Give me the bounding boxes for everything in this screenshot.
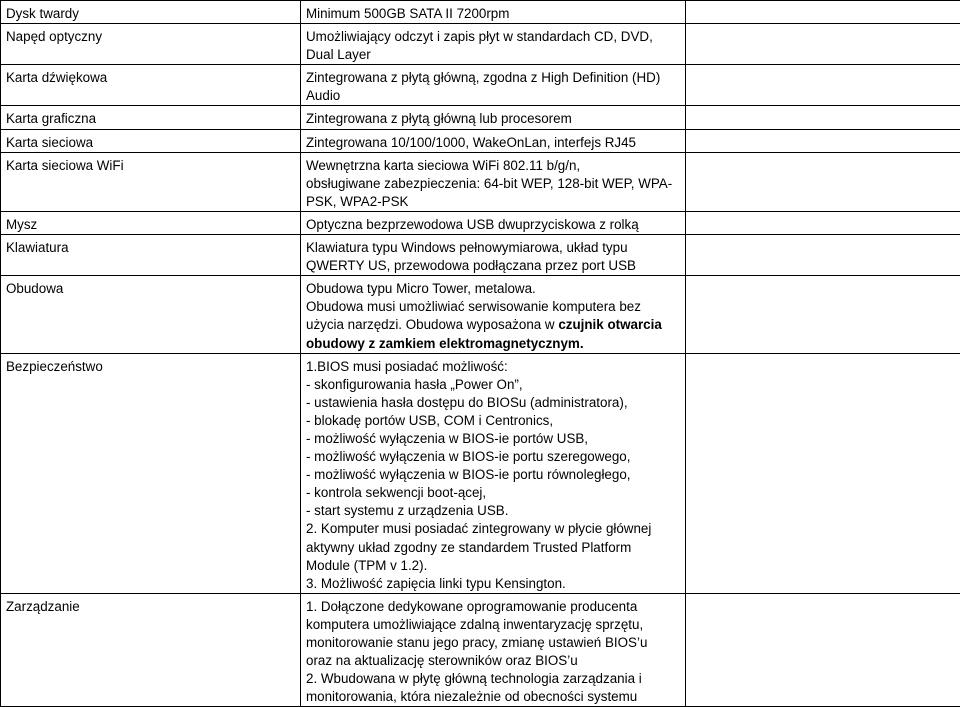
spec-line-text: - start systemu z urządzenia USB.	[306, 503, 508, 518]
spec-line-text: Zintegrowana z płytą główną, zgodna z High Definition (HD)	[306, 70, 660, 85]
specification-cell	[301, 65, 686, 106]
table-row	[1, 24, 960, 65]
spec-line-text: komputera umożliwiające zdalną inwentaryzację sprzętu,	[306, 617, 643, 632]
table-row	[1, 1, 960, 24]
offered-parameters-cell	[686, 235, 960, 276]
spec-line-text: 1.BIOS musi posiadać możliwość:	[306, 359, 508, 374]
spec-line	[306, 87, 682, 105]
specification-cell	[301, 1, 686, 24]
offered-parameters-cell	[686, 65, 960, 106]
table-row	[1, 65, 960, 106]
specification-cell	[301, 24, 686, 65]
spec-line-text: - ustawienia hasła dostępu do BIOSu (administratora),	[306, 395, 628, 410]
component-name-cell: Karta sieciowa	[1, 129, 301, 152]
specification-cell	[301, 593, 686, 707]
spec-line	[306, 652, 682, 670]
specification-cell	[301, 152, 686, 211]
component-name-cell: Mysz	[1, 211, 301, 234]
spec-line	[306, 539, 682, 557]
table-row	[1, 106, 960, 129]
specification-cell	[301, 235, 686, 276]
spec-line-text: aktywny układ zgodny ze standardem Trusted Platform	[306, 540, 631, 555]
specification-cell	[301, 106, 686, 129]
spec-line	[306, 484, 682, 502]
spec-line	[306, 502, 682, 520]
spec-line	[306, 634, 682, 652]
table-row	[1, 276, 960, 353]
spec-line	[306, 46, 682, 64]
spec-line-text: Optyczna bezprzewodowa USB dwuprzyciskowa z rolką	[306, 217, 639, 232]
spec-line	[306, 193, 682, 211]
spec-line	[306, 316, 682, 334]
offered-parameters-cell	[686, 211, 960, 234]
spec-line-text: 1. Dołączone dedykowane oprogramowanie producenta	[306, 599, 637, 614]
offered-parameters-cell	[686, 106, 960, 129]
spec-line	[306, 69, 682, 87]
specification-cell	[301, 276, 686, 353]
spec-line	[306, 28, 682, 46]
spec-line-text: QWERTY US, przewodowa podłączana przez port USB	[306, 258, 636, 273]
spec-line	[306, 598, 682, 616]
offered-parameters-cell	[686, 593, 960, 707]
spec-bold-inline: czujnik otwarcia	[558, 317, 661, 332]
offered-parameters-cell	[686, 152, 960, 211]
component-name-cell: Napęd optyczny	[1, 24, 301, 65]
spec-line	[306, 358, 682, 376]
spec-line	[306, 430, 682, 448]
spec-line	[306, 520, 682, 538]
spec-line	[306, 394, 682, 412]
spec-line	[306, 298, 682, 316]
spec-line-text: PSK, WPA2-PSK	[306, 194, 408, 209]
spec-line	[306, 175, 682, 193]
spec-line-text: Dual Layer	[306, 47, 371, 62]
table-row	[1, 235, 960, 276]
spec-line	[306, 280, 682, 298]
spec-line	[306, 376, 682, 394]
specification-cell	[301, 353, 686, 593]
spec-line-text: - kontrola sekwencji boot-ącej,	[306, 485, 486, 500]
offered-parameters-cell	[686, 276, 960, 353]
offered-parameters-cell	[686, 129, 960, 152]
spec-line	[306, 412, 682, 430]
spec-line-text: Module (TPM v 1.2).	[306, 558, 427, 573]
component-name-cell: Klawiatura	[1, 235, 301, 276]
spec-line-text: Klawiatura typu Windows pełnowymiarowa, układ typu	[306, 240, 628, 255]
spec-line-text: 3. Możliwość zapięcia linki typu Kensington.	[306, 576, 566, 591]
component-name-cell: Karta graficzna	[1, 106, 301, 129]
spec-line-text: 2. Komputer musi posiadać zintegrowany w płycie głównej	[306, 521, 651, 536]
spec-line-text: - blokadę portów USB, COM i Centronics,	[306, 413, 553, 428]
component-name-cell: Bezpieczeństwo	[1, 353, 301, 593]
spec-line	[306, 670, 682, 688]
spec-line	[306, 110, 682, 128]
spec-line	[306, 157, 682, 175]
table-row	[1, 211, 960, 234]
spec-line-text: oraz na aktualizację sterowników oraz BIOS’u	[306, 653, 578, 668]
spec-line-text: użycia narzędzi. Obudowa wyposażona w	[306, 317, 558, 332]
offered-parameters-cell	[686, 353, 960, 593]
spec-line-text: - skonfigurowania hasła „Power On”,	[306, 377, 523, 392]
spec-line-text: Wewnętrzna karta sieciowa WiFi 802.11 b/g/n,	[306, 158, 580, 173]
spec-line-text: Zintegrowana 10/100/1000, WakeOnLan, interfejs RJ45	[306, 135, 636, 150]
spec-line	[306, 557, 682, 575]
spec-line-text: - możliwość wyłączenia w BIOS-ie portu szeregowego,	[306, 449, 630, 464]
spec-line-text: - możliwość wyłączenia w BIOS-ie portów USB,	[306, 431, 588, 446]
spec-line	[306, 257, 682, 275]
component-name-cell: Karta sieciowa WiFi	[1, 152, 301, 211]
component-name-cell: Zarządzanie	[1, 593, 301, 707]
table-row	[1, 593, 960, 707]
spec-line-text: monitorowanie stanu jego pracy, zmianę ustawień BIOS’u	[306, 635, 647, 650]
spec-bold-line: obudowy z zamkiem elektromagnetycznym.	[306, 335, 682, 353]
spec-line-text: Zintegrowana z płytą główną lub procesorem	[306, 111, 572, 126]
offered-parameters-cell	[686, 24, 960, 65]
spec-line-text: Minimum 500GB SATA II 7200rpm	[306, 6, 509, 21]
spec-line	[306, 616, 682, 634]
spec-line-text: obsługiwane zabezpieczenia: 64-bit WEP, 128-bit WEP, WPA-	[306, 176, 672, 191]
component-name-cell: Dysk twardy	[1, 1, 301, 24]
spec-line-text: monitorowania, która niezależnie od obecności systemu	[306, 689, 637, 704]
specification-cell	[301, 129, 686, 152]
component-name-cell: Obudowa	[1, 276, 301, 353]
table-row	[1, 129, 960, 152]
spec-line-text: 2. Wbudowana w płytę główną technologia zarządzania i	[306, 671, 642, 686]
spec-line	[306, 5, 682, 23]
spec-line-text: Obudowa typu Micro Tower, metalowa.	[306, 281, 536, 296]
table-row	[1, 353, 960, 593]
spec-line	[306, 688, 682, 706]
spec-line-text: Audio	[306, 88, 340, 103]
spec-line	[306, 448, 682, 466]
offered-parameters-cell	[686, 1, 960, 24]
spec-table-body	[1, 1, 960, 707]
spec-line	[306, 239, 682, 257]
spec-line	[306, 216, 682, 234]
spec-line-text: Umożliwiający odczyt i zapis płyt w standardach CD, DVD,	[306, 29, 653, 44]
table-row	[1, 152, 960, 211]
spec-line	[306, 466, 682, 484]
specification-cell	[301, 211, 686, 234]
spec-line-text: - możliwość wyłączenia w BIOS-ie portu równoległego,	[306, 467, 630, 482]
spec-line-text: Obudowa musi umożliwiać serwisowanie komputera bez	[306, 299, 641, 314]
spec-line	[306, 134, 682, 152]
component-name-cell: Karta dźwiękowa	[1, 65, 301, 106]
spec-line	[306, 575, 682, 593]
